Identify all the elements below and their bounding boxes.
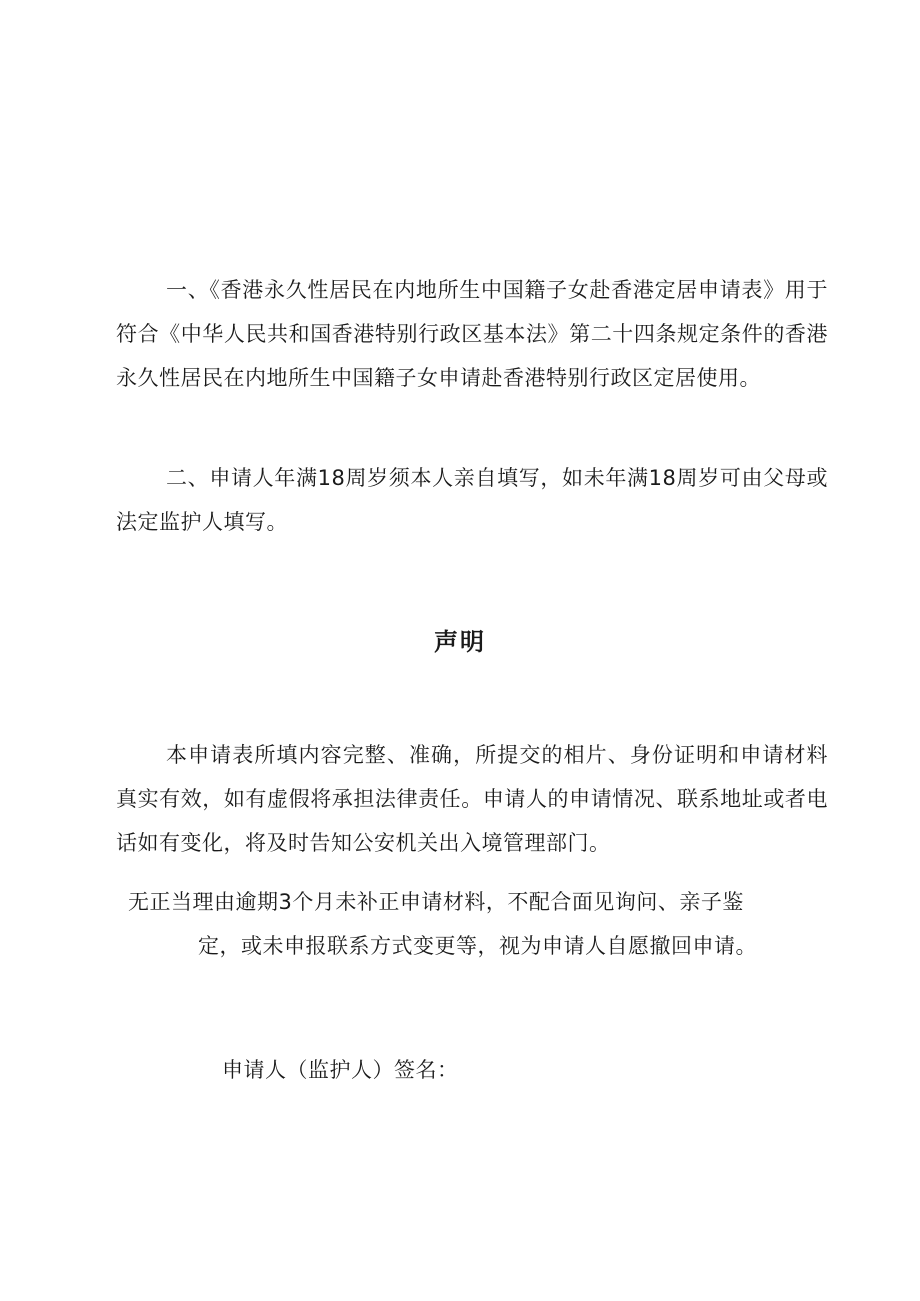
instruction-item-1: 一、《香港永久性居民在内地所生中国籍子女赴香港定居申请表》用于符合《中华人民共和国香港特别行政区基本法》第二十四条规定条件的香港永久性居民在内地所生中国籍子女申请赴香港特别行政区定居使用。 bbox=[116, 278, 828, 390]
signature-row bbox=[222, 1048, 679, 1092]
declaration-paragraph-2-line-1: 无正当理由逾期3个月未补正申请材料，不配合面见询问、亲子鉴 bbox=[128, 890, 744, 914]
declaration-paragraph-2-line-2: 定，或未申报联系方式变更等，视为申请人自愿撤回申请。 bbox=[198, 934, 757, 958]
signature-field[interactable] bbox=[459, 1056, 679, 1086]
declaration-paragraph-1: 本申请表所填内容完整、准确，所提交的相片、身份证明和申请材料真实有效，如有虚假将承担法律责任。申请人的申请情况、联系地址或者电话如有变化，将及时告知公安机关出入境管理部门。 bbox=[116, 743, 828, 855]
signature-label: 申请人（监护人）签名： bbox=[222, 1058, 459, 1082]
instruction-item-2: 二、申请人年满18周岁须本人亲自填写，如未年满18周岁可由父母或法定监护人填写。 bbox=[116, 466, 828, 534]
declaration-title: 声明 bbox=[434, 628, 486, 656]
